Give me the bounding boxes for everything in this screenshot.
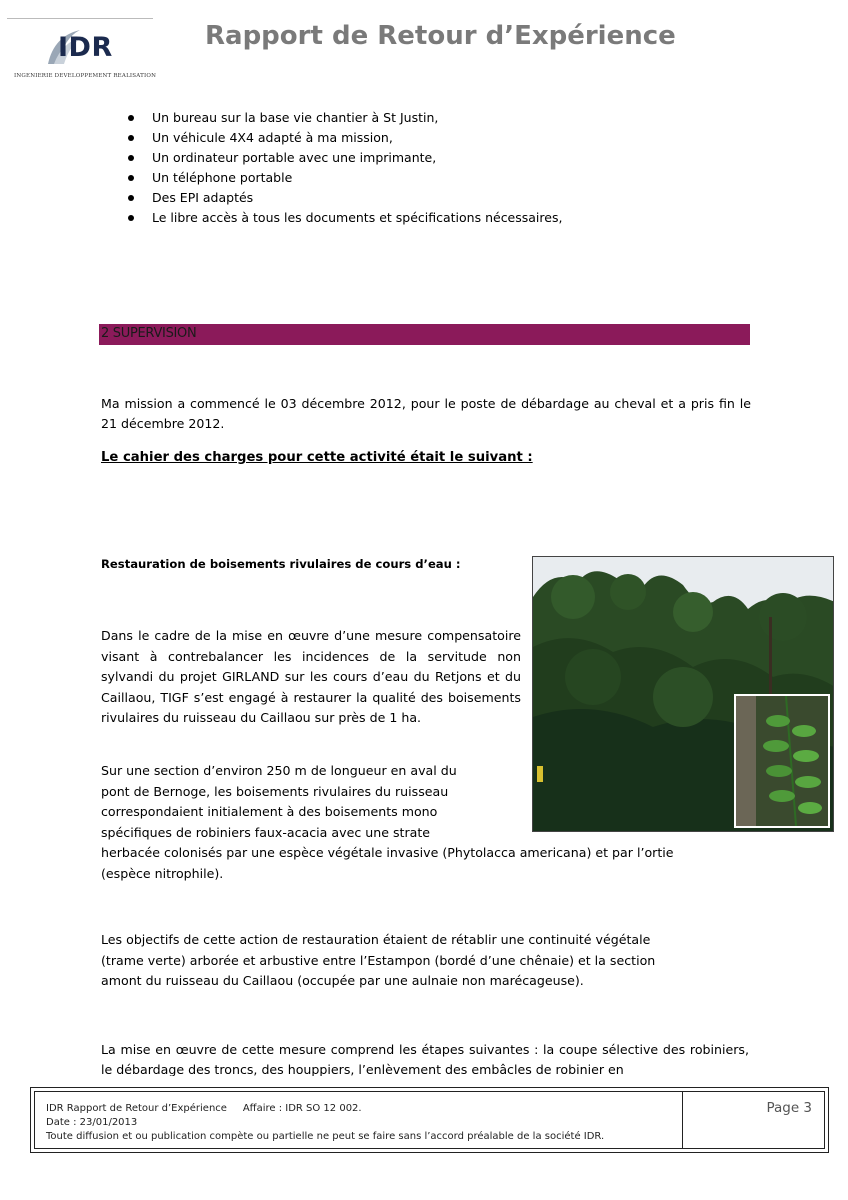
list-item — [128, 208, 562, 228]
bullet-icon — [128, 135, 134, 141]
cahier-heading: Le cahier des charges pour cette activité était le suivant : — [101, 450, 533, 465]
bullet-icon — [128, 195, 134, 201]
footer-divider — [682, 1092, 683, 1148]
bullet-icon — [128, 175, 134, 181]
bullet-icon — [128, 215, 134, 221]
mission-paragraph: Ma mission a commencé le 03 décembre 2012, pour le poste de débardage au cheval et a pris fin le 21 décembre 2012. — [101, 396, 751, 431]
text-line: (espèce nitrophile). — [101, 865, 224, 881]
list-item — [128, 128, 562, 148]
bullet-icon — [128, 115, 134, 121]
footer-date: Date : 23/01/2013 — [46, 1117, 138, 1128]
text-line: herbacée colonisés par une espèce végétale invasive (Phytolacca americana) et par l’ortie — [101, 845, 674, 860]
list-item — [128, 188, 562, 208]
text-line: (trame verte) arborée et arbustive entre l’Estampon (bordé d’une chênaie) et la section — [101, 952, 656, 968]
list-item-text: Un ordinateur portable avec une imprimante, — [152, 150, 437, 165]
footer-info — [46, 1102, 604, 1144]
text-line: Sur une section d’environ 250 m de longueur en aval du — [101, 763, 457, 778]
restauration-heading: Restauration de boisements rivulaires de cours d’eau : — [101, 557, 461, 571]
page-number: Page 3 — [766, 1100, 812, 1116]
equipment-list — [128, 108, 562, 228]
bullet-icon — [128, 155, 134, 161]
list-item — [128, 148, 562, 168]
leaf-inset-photo — [734, 694, 830, 828]
document-title: Rapport de Retour d’Expérience — [205, 21, 676, 51]
footer-frame — [34, 1091, 825, 1149]
list-item-text: Un véhicule 4X4 adapté à ma mission, — [152, 130, 393, 145]
logo-text: IDR — [58, 32, 113, 63]
list-item-text: Un téléphone portable — [152, 170, 293, 185]
text-line: Les objectifs de cette action de restauration étaient de rétablir une continuité végétale — [101, 932, 651, 947]
list-item-text: Un bureau sur la base vie chantier à St Justin, — [152, 110, 439, 125]
text-line: pont de Bernoge, les boisements rivulaires du ruisseau — [101, 783, 449, 799]
footer-report-line: IDR Rapport de Retour d’Expérience Affaire : IDR SO 12 002. — [46, 1103, 362, 1114]
list-item — [128, 108, 562, 128]
objectifs-paragraph — [101, 930, 751, 992]
text-line: amont du ruisseau du Caillaou (occupée par une aulnaie non marécageuse). — [101, 973, 584, 988]
list-item-text: Des EPI adaptés — [152, 190, 254, 205]
footer-disclaimer: Toute diffusion et ou publication compète ou partielle ne peut se faire sans l’accord préalable de la société IDR. — [46, 1131, 605, 1142]
logo-subtitle: INGENIERIE DEVELOPPEMENT REALISATION — [14, 73, 157, 79]
section-title: 2 SUPERVISION — [101, 326, 197, 341]
restauration-paragraph: Dans le cadre de la mise en œuvre d’une mesure compensatoire visant à contrebalancer les incidences de la servitude non sylvandi du projet GIRLAND sur les cours d’eau du Retjons et du Caillaou, TIGF s’est engagé à restaurer la qualité des boisements rivulaires du ruisseau du Caillaou sur près de 1 ha. — [101, 628, 521, 725]
header-rule — [7, 18, 153, 19]
page-footer — [30, 1087, 829, 1153]
list-item-text: Le libre accès à tous les documents et spécifications nécessaires, — [152, 210, 563, 225]
text-line: correspondaient initialement à des boisements mono — [101, 804, 438, 819]
list-item — [128, 168, 562, 188]
section-heading-bar — [99, 324, 750, 345]
etapes-paragraph: La mise en œuvre de cette mesure comprend les étapes suivantes : la coupe sélective des robiniers, le débardage des troncs, des houppiers, l’enlèvement des embâcles de robinier en — [101, 1042, 749, 1076]
text-line: spécifiques de robiniers faux-acacia avec une strate — [101, 824, 431, 840]
